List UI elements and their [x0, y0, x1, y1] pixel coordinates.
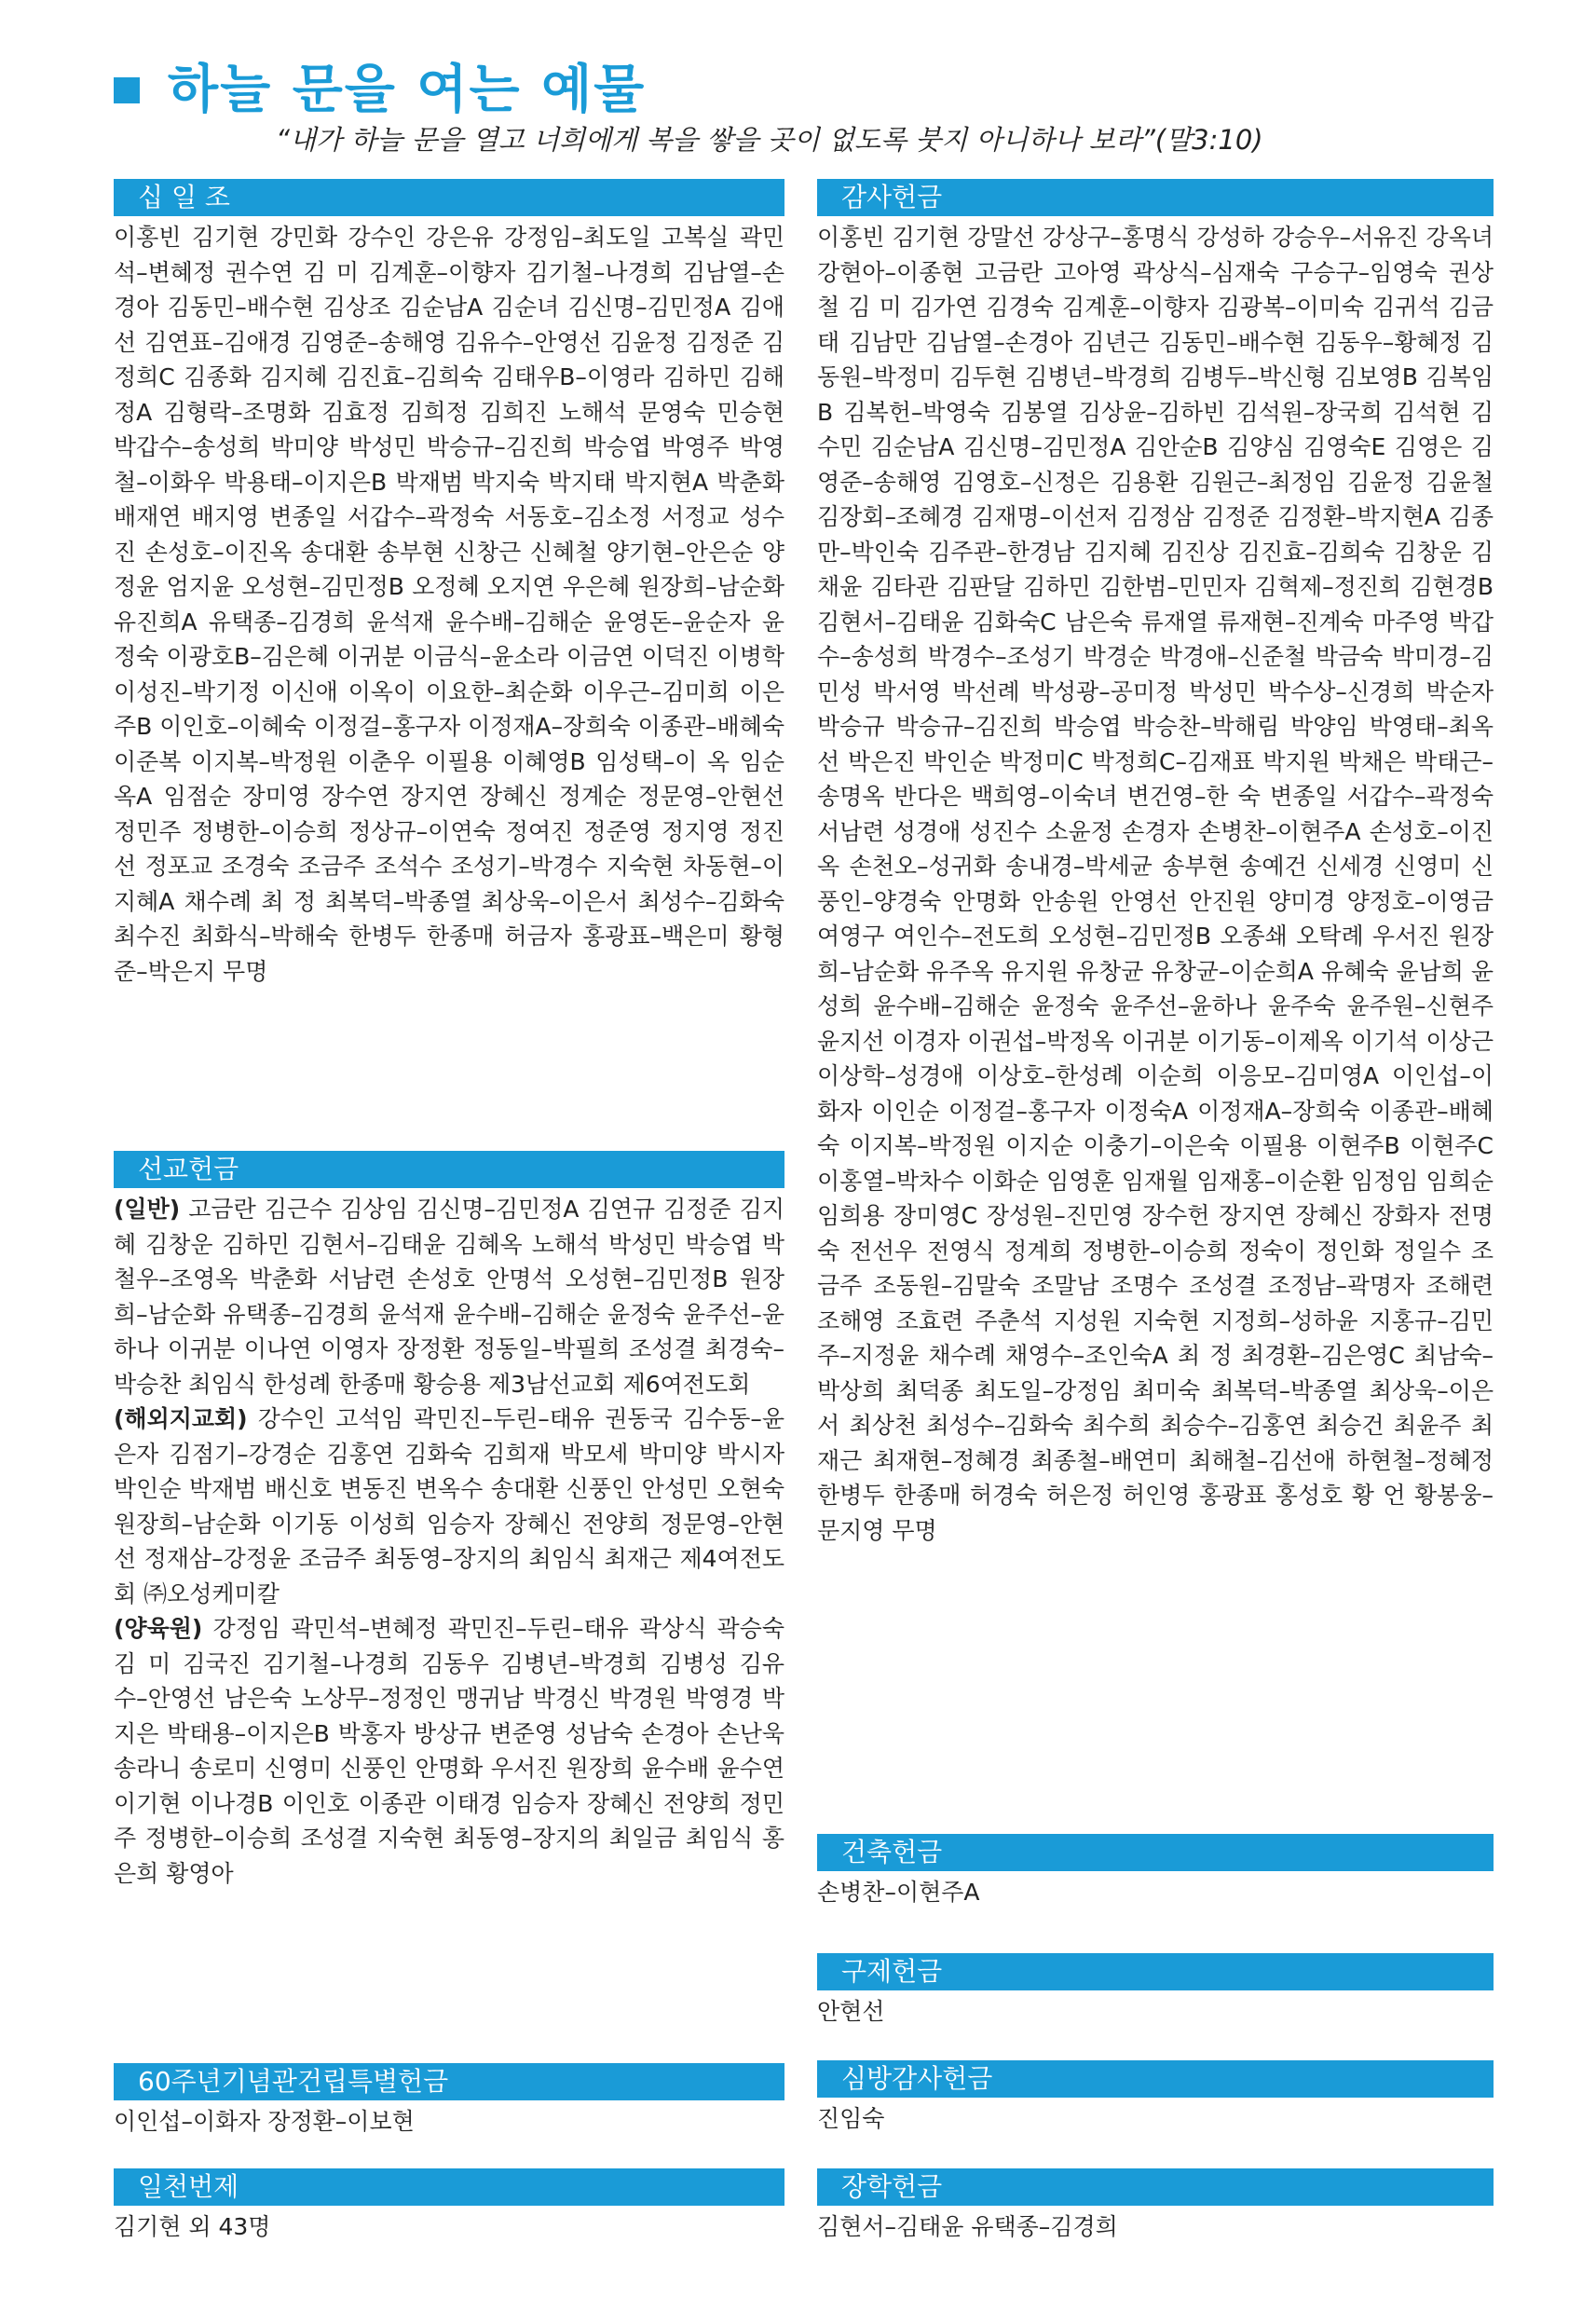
- ilcheon-header: 일천번제: [114, 2168, 784, 2206]
- anniversary-section: [114, 2063, 784, 2140]
- scholarship-section: [817, 2168, 1494, 2245]
- thanks-names: 이홍빈 김기현 강말선 강상구–홍명식 강성하 강승우–서유진 강옥녀 강현아–이종현 고금란 고아영 곽상식–심재숙 구승구–임영숙 권상철 김 미 김가연 김경숙 김계훈–이향자 김광복–이미숙 김귀석 김금태 김남만 김남열–손경아 김년근 김동민–배수현 김동우–황혜정 김동원–박정미 김두현 김병년–박경희 김병두–박신형 김보영B 김복임B 김복헌–박영숙 김봉열 김상윤–김하빈 김석원–장국희 김석현 김수민 김순남A 김신명–김민정A 김안순B 김양심 김영숙E 김영은 김영준–송해영 김영호–신정은 김용환 김원근–최정임 김윤정 김윤철 김장회–조혜경 김재명–이선저 김정삼 김정준 김정환–박지현A 김종만–박인숙 김주관–한경남 김지혜 김진상 김진효–김희숙 김창운 김채윤 김타관 김판달 김하민 김한범–민민자 김혁제–정진희 김현경B 김현서–김태윤 김화숙C 남은숙 류재열 류재현–진계숙 마주영 박갑수–송성희 박경수–조성기 박경순 박경애–신준철 박금숙 박미경–김민성 박서영 박선례 박성광–공미정 박성민 박수상–신경희 박순자 박승규 박승규–김진희 박승엽 박승찬–박해림 박양임 박영태–최옥선 박은진 박인순 박정미C 박정희C–김재표 박지원 박채은 박태근–송명옥 반다은 백희영–이숙녀 변건영–한 숙 변종일 서갑수–곽정숙 서남련 성경애 성진수 소윤정 손경자 손병찬–이현주A 손성호–이진옥 손천오–성귀화 송내경–박세균 송부현 송예건 신세경 신영미 신풍인–양경숙 안명화 안송원 안영선 안진원 양미경 양정호–이영금 여영구 여인수–전도희 오성현–김민정B 오종쇄 오탁례 우서진 원장희–남순화 유주옥 유지원 유창균 유창균–이순희A 유혜숙 윤남희 윤성희 윤수배–김해순 윤정숙 윤주선–윤하나 윤주숙 윤주원–신현주 윤지선 이경자 이권섭–박정옥 이귀분 이기동–이제옥 이기석 이상근 이상학–성경애 이상호–한성례 이순희 이응모–김미영A 이인섭–이화자 이인순 이정걸–홍구자 이정숙A 이정재A–장희숙 이종관–배혜숙 이지복–박정원 이지순 이충기–이은숙 이필용 이현주B 이현주C 이홍열–박차수 이화순 임영훈 임재월 임재홍–이순환 임정임 임희순 임희용 장미영C 장성원–진민영 장수헌 장지연 장혜신 장화자 전명숙 전선우 전영식 정계희 정병한–이승희 정숙이 정인화 정일수 조금주 조동원–김말숙 조말남 조명수 조성결 조정남–곽명자 조해련 조해영 조효련 주춘석 지성원 지숙현 지정희–성하윤 지홍규–김민주–지정윤 채수례 채영수–조인숙A 최 정 최경환–김은영C 최남숙–박상희 최덕종 최도일–강정임 최미숙 최복덕–박종열 최상욱–이은서 최상천 최성수–김화숙 최수희 최승수–김홍연 최승건 최윤주 최재근 최재현–정혜경 최종철–배연미 최해철–김선애 하현철–정혜정 한병두 한종매 허경숙 허은정 허인영 홍광표 홍성호 황 언 황봉웅–문지영 무명: [817, 224, 1494, 1544]
- relief-header: 구제헌금: [817, 1953, 1494, 1990]
- title-square-icon: [114, 77, 140, 103]
- thanks-header: 감사헌금: [817, 179, 1494, 216]
- building-section: [817, 1834, 1494, 1910]
- page-title: 하늘 문을 여는 예물: [168, 60, 647, 120]
- mission-care-names: 강정임 곽민석–변혜정 곽민진–두린–태유 곽상식 곽승숙 김 미 김국진 김기철–나경희 김동우 김병년–박경희 김병성 김유수–안영선 남은숙 노상무–정정인 맹귀남 박경신 박경원 박영경 박지은 박태용–이지은B 박홍자 방상규 변준영 성남숙 손경아 손난욱 송라니 송로미 신영미 신풍인 안명화 우서진 원장희 윤수배 윤수연 이기현 이나경B 이인호 이종관 이태경 임승자 장혜신 전양희 정민주 정병한–이승희 조성결 지숙현 최동영–장지의 최일금 최임식 홍은희 황영아: [114, 1615, 785, 1887]
- visit-thanks-header: 심방감사헌금: [817, 2060, 1494, 2098]
- scholarship-names: 김현서–김태윤 유택종–김경희: [817, 2213, 1118, 2240]
- mission-general-names: 고금란 김근수 김상임 김신명–김민정A 김연규 김정준 김지혜 김창운 김하민 김현서–김태윤 김혜옥 노해석 박성민 박승엽 박철우–조영옥 박춘화 서남련 손성호 안명석 오성현–김민정B 원장희–남순화 유택종–김경희 윤석재 윤수배–김해순 윤정숙 윤주선–윤하나 이귀분 이나연 이영자 장정환 정동일–박필희 조성결 최경숙–박승찬 최임식 한성례 한종매 황승용 제3남선교회 제6여전도회: [114, 1196, 784, 1398]
- thanks-section: [817, 179, 1494, 1548]
- tithe-header: 십 일 조: [114, 179, 784, 216]
- mission-section: [114, 1151, 784, 1891]
- ilcheon-section: [114, 2168, 784, 2245]
- visit-thanks-section: [817, 2060, 1494, 2137]
- building-header: 건축헌금: [817, 1834, 1494, 1871]
- tithe-names: 이홍빈 김기현 강민화 강수인 강은유 강정임–최도일 고복실 곽민석–변혜정 권수연 김 미 김계훈–이향자 김기철–나경희 김남열–손경아 김동민–배수현 김상조 김순남A 김순녀 김신명–김민정A 김애선 김연표–김애경 김영준–송해영 김유수–안영선 김윤정 김정준 김정희C 김종화 김지혜 김진효–김희숙 김태우B–이영라 김하민 김해정A 김형락–조명화 김효정 김희정 김희진 노해석 문영숙 민승현 박갑수–송성희 박미양 박성민 박승규–김진희 박승엽 박영주 박영철–이화우 박용태–이지은B 박재범 박지숙 박지태 박지현A 박춘화 배재연 배지영 변종일 서갑수–곽정숙 서동호–김소정 서정교 성수진 손성호–이진옥 송대환 송부현 신창근 신혜철 양기현–안은순 양정윤 엄지윤 오성현–김민정B 오정혜 오지연 우은혜 원장희–남순화 유진희A 유택종–김경희 윤석재 윤수배–김해순 윤영돈–윤순자 윤정숙 이광호B–김은혜 이귀분 이금식–윤소라 이금연 이덕진 이병학 이성진–박기정 이신애 이옥이 이요한–최순화 이우근–김미희 이은주B 이인호–이혜숙 이정걸–홍구자 이정재A–장희숙 이종관–배혜숙 이준복 이지복–박정원 이춘우 이필용 이혜영B 임성택–이 옥 임순옥A 임점순 장미영 장수연 장지연 장혜신 정계순 정문영–안현선 정민주 정병한–이승희 정상규–이연숙 정여진 정준영 정지영 정진선 정포교 조경숙 조금주 조석수 조성기–박경수 지숙현 차동현–이지혜A 채수례 최 정 최복덕–박종열 최상욱–이은서 최성수–김화숙 최수진 최화식–박해숙 한병두 한종매 허금자 홍광표–백은미 황형준–박은지 무명: [114, 224, 784, 985]
- mission-care-tag: (양육원): [114, 1615, 203, 1642]
- relief-section: [817, 1953, 1494, 2030]
- anniversary-names: 이인섭–이화자 장정환–이보현: [114, 2108, 415, 2135]
- visit-thanks-names: 진임숙: [817, 2105, 885, 2132]
- mission-header: 선교헌금: [114, 1151, 784, 1188]
- mission-body: [114, 1192, 784, 1891]
- tithe-section: [114, 179, 784, 989]
- mission-general-tag: (일반): [114, 1196, 181, 1223]
- mission-overseas-tag: (해외지교회): [114, 1405, 248, 1432]
- anniversary-header: 60주년기념관건립특별헌금: [114, 2063, 784, 2100]
- bible-verse: “내가 하늘 문을 열고 너희에게 복을 쌓을 곳이 없도록 붓지 아니하나 보라”(말3:10): [276, 124, 1263, 156]
- building-names: 손병찬–이현주A: [817, 1879, 980, 1906]
- relief-names: 안현선: [817, 1998, 885, 2025]
- scholarship-header: 장학헌금: [817, 2168, 1494, 2206]
- ilcheon-names: 김기현 외 43명: [114, 2213, 271, 2240]
- mission-overseas-names: 강수인 고석임 곽민진–두린–태유 권동국 김수동–윤은자 김점기–강경순 김홍연 김화숙 김희재 박모세 박미양 박시자 박인순 박재범 배신호 변동진 변옥수 송대환 신풍인 안성민 오현숙 원장희–남순화 이기동 이성희 임승자 장혜신 전양희 정문영–안현선 정재삼–강정윤 조금주 최동영–장지의 최임식 최재근 제4여전도회 ㈜오성케미칼: [114, 1405, 784, 1607]
